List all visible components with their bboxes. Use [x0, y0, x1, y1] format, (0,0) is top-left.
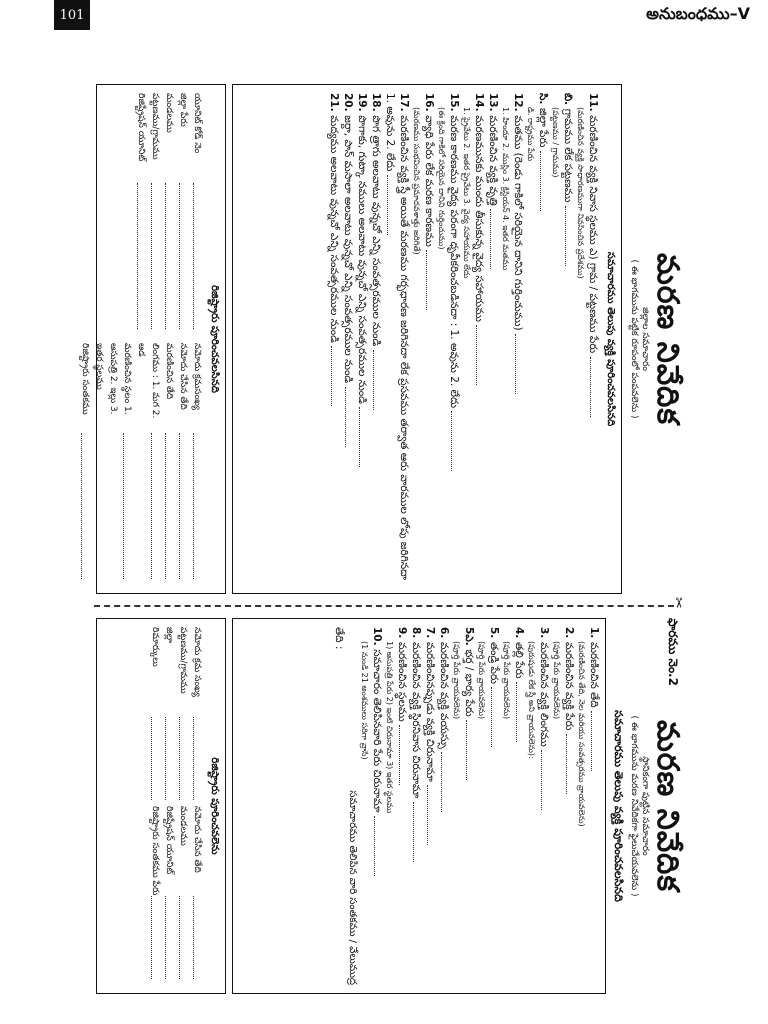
registrar-field-line[interactable] [193, 896, 204, 979]
registrar-field-label: రిజిష్ట్రారు సంతకము పేరు [150, 806, 160, 896]
item-label: జిల్లా పేరు [537, 108, 549, 151]
registrar-field-label: జిల్లా [164, 627, 174, 644]
form-item [472, 93, 486, 585]
item-fill-line[interactable] [387, 175, 397, 235]
registrar-field-label: యూనిట్ కోడ్ నెం [192, 93, 202, 154]
registrar-field-label: నమోదు క్రమసంఖ్య [192, 343, 202, 410]
item-note: (ఈ క్రింది గాకిలో సరియైన దానిని గుర్తించుము) [437, 107, 446, 250]
item-fill-line[interactable] [441, 752, 451, 812]
registrar-row [176, 627, 190, 985]
form-item [369, 93, 383, 585]
right-informant-box [232, 84, 622, 594]
right-title-block [628, 84, 684, 594]
item-label: వ్యాధి పేరు లేక మరణ కారణము [423, 115, 435, 251]
item-label: తల్లి పేరు [513, 641, 525, 682]
registrar-field-line[interactable] [151, 433, 162, 579]
registrar-field-line[interactable] [179, 717, 190, 800]
item-fill-line[interactable] [541, 750, 551, 810]
item-number: 13. [487, 93, 499, 116]
page-number: 101 [54, 0, 90, 30]
item-number: సి. [537, 93, 549, 109]
item-number: 8. [410, 627, 422, 642]
item-label: మద్యము అలవాటు వున్నచో ఎన్ని సంవత్సరముల నుండి [328, 115, 340, 347]
registrar-field-line[interactable] [165, 183, 176, 329]
registrar-field-label: నమోదు చేసిన తేది [178, 343, 188, 410]
registrar-field-line[interactable] [193, 183, 204, 329]
registrar-field-line[interactable] [151, 183, 162, 329]
right-footer-right [78, 343, 204, 585]
registrar-field-label: జిల్లా పేరు [178, 93, 188, 127]
registrar-field-line[interactable] [151, 896, 162, 979]
registrar-row [162, 93, 176, 335]
item-label: మరణించిన వ్యక్తి పేరు [563, 641, 575, 734]
registrar-field-label: మరణించిన స్థలం 1. ఆసుపత్రి 2. ఇల్లు 3. ఇతర స్థలము [94, 343, 132, 415]
form-item [355, 93, 369, 585]
item-note: (పూర్తి పేరు వ్రాయవలెను) [477, 641, 486, 720]
registrar-field-label: రిజిష్ట్రారు సంతకము [80, 343, 90, 415]
registrar-row [148, 93, 162, 335]
right-section-header: సమాచారము తెలుపు వ్యక్తి పూరించవలసినది [605, 251, 616, 427]
registrar-field-label: మరణించిన తేది [164, 343, 174, 400]
registrar-field-label: పట్టణము/గ్రామము [178, 627, 188, 694]
item-number: 19. [356, 93, 368, 116]
item-label: భర్త / భార్య పేరు [463, 649, 475, 721]
registrar-row [162, 343, 176, 585]
item-number: 20. [342, 93, 354, 116]
registrar-field-line[interactable] [193, 717, 204, 800]
left-registrar-box [96, 618, 226, 994]
item-fill-line[interactable] [399, 725, 409, 785]
right-registrar-header: రిజిష్ట్రారు పూరించవలసినది [209, 285, 220, 393]
registrar-field-line[interactable] [165, 717, 176, 800]
item-fill-line[interactable] [490, 209, 500, 269]
item-number: 15. [448, 93, 460, 116]
item-note: 1) ఆసుపత్రి పేరు 2) ఇంటి చిరునామా 3) ఇతర స్థలము [385, 641, 394, 814]
item-fill-line[interactable] [331, 346, 341, 406]
item-number: 5. [488, 627, 500, 642]
left-form-instruction: ( ఈ భాగమును మరణ నివేదికగా ఫైలుచేయవలెను ) [629, 715, 639, 897]
death-report-statistical-part [80, 84, 685, 594]
item-fill-line[interactable] [491, 687, 501, 747]
left-footer-rows [148, 627, 204, 985]
registrar-row [148, 627, 162, 985]
item-number: 11. [587, 93, 599, 116]
item-fill-line[interactable] [590, 357, 600, 417]
item-fill-line[interactable] [374, 816, 384, 876]
item-fill-line[interactable] [565, 206, 575, 266]
form-item [409, 627, 423, 985]
item-label: మరణమునకు ముందు తీసుకున్న వైద్య సహాయము [473, 115, 485, 326]
scissors-icon: ✂ [670, 597, 686, 609]
item-label: గ్రామము లేక పట్టణము [562, 108, 574, 206]
left-form-subtitle: స్థానికంగా పుట్టిన సమాచారం [640, 756, 650, 856]
registrar-field-line[interactable] [179, 896, 190, 979]
item-label: సమాచారం తెలిపినవారి పేరు చిరునామా [371, 649, 383, 816]
item-fill-line[interactable] [466, 720, 476, 780]
item-number: బి. [562, 93, 574, 109]
item-fill-line[interactable] [373, 350, 383, 410]
registrar-field-label: రిమార్కులు [150, 627, 160, 667]
registrar-row [190, 343, 204, 585]
item-label: పొగాకు, గుట్కా నములు అలవాటు వున్నచో ఎన్ని సంవత్సరముల నుండి [356, 115, 368, 408]
registrar-field-line[interactable] [165, 896, 176, 979]
item-note: (పట్టణము / గ్రామము) [551, 107, 560, 178]
item-number: 10. [371, 627, 383, 650]
item-number: 12. [512, 93, 524, 116]
item-label: పొగ త్రాగు అలవాటు వున్నచో ఎన్ని సంవత్సరముల నుండి [370, 115, 382, 350]
item-note: 1. ప్రైవేటు 2. ఇతర ప్రైవేటు 3. వైద్య సహాయము లేదు [462, 107, 471, 279]
item-fill-line[interactable] [345, 387, 355, 447]
form-item [422, 93, 436, 585]
left-registrar-header: రిజిష్ట్రారు పూరించవలెను [209, 757, 220, 855]
item-number: 7. [424, 627, 436, 642]
item-label: మరణించిన వ్యక్తి వయస్సు [438, 641, 450, 753]
item-label: మరణ కారణము వైద్య పరంగా ధృవీకరించబడినదా : 1. అవును 2. లేదు [448, 115, 460, 412]
form-item [383, 93, 411, 585]
registrar-row [92, 343, 134, 585]
registrar-field-line[interactable] [179, 433, 190, 579]
right-footer-left [78, 93, 204, 335]
item-number: 6. [438, 627, 450, 642]
item-number: 21. [328, 93, 340, 116]
item-fill-line[interactable] [413, 802, 423, 862]
item-number: 4. [513, 627, 525, 642]
item-note: డి. రాష్ట్రము పేరు [526, 107, 535, 162]
item-note: (పూర్తి పేరు వ్రాయవలెను) [552, 641, 561, 720]
item-number: 1. [588, 627, 600, 642]
registrar-field-line[interactable] [81, 433, 92, 579]
item-number: 9. [396, 627, 408, 642]
running-head: అనుబంధము–V [646, 4, 750, 23]
form-item [536, 93, 550, 585]
registrar-row [162, 627, 176, 985]
item-fill-line[interactable] [591, 711, 601, 771]
form-item [341, 93, 355, 585]
item-note: (మరణించిన తేది, నెల మరియు సంవత్సరము వ్రాయవలెను) [577, 641, 586, 827]
item-fill-line[interactable] [515, 334, 525, 394]
item-number: 14. [473, 93, 485, 116]
item-label: తండ్రి పేరు [488, 641, 500, 688]
form-item [437, 627, 451, 985]
death-report-legal-part [84, 618, 684, 994]
item-label: మరణించిన స్థలము [396, 641, 408, 725]
registrar-field-label: రిజిష్ట్రేషన్ యూనిట్ [136, 93, 146, 162]
registrar-field-label: లింగము : 1. మగ 2. ఆడ [136, 343, 160, 419]
item-fill-line[interactable] [359, 407, 369, 467]
form-item [487, 627, 501, 985]
item-note: (మరణము సంభవించిన ప్రమాదవశాత్తు జరిగితే) [412, 107, 421, 255]
form-item [511, 93, 525, 585]
item-note: (మరణించిన వ్యక్తి సాధారణముగా నివసించిన ప్రదేశము) [576, 107, 585, 279]
item-label: మరణించిన వ్యక్తి స్త్రీ అయితే మరణము గర్భధారణ జరిగినదా లేక ప్రసవము తర్వాత ఆరు వారముల లోపు జరిగినదా 1. అవును 2. లేదు [384, 93, 410, 581]
registrar-field-line[interactable] [193, 433, 204, 579]
registrar-field-label: నమోదు క్రమ సంఖ్య [192, 627, 202, 697]
item-label: జర్దా, పాన్ మసాలా అలవాటు వున్నచో ఎన్ని సంవత్సరముల నుండి [342, 115, 354, 387]
item-label: మరణించిన వ్యక్తి నివాస స్థలము ఎ) గ్రామ / పట్టణము పేరు [587, 115, 599, 357]
right-form-subtitle: జిల్లాల సమాచారం [640, 307, 650, 371]
form-item [447, 93, 461, 585]
registrar-row [190, 93, 204, 335]
item-note: (1 నుండి 21 అంశములు సరిగా వ్రాసి) [360, 641, 369, 760]
left-form-title: మరణ నివేదిక [650, 720, 685, 892]
registrar-field-line[interactable] [165, 433, 176, 579]
registrar-field-label: మండలము [178, 806, 188, 846]
registrar-row [78, 343, 92, 585]
form-item [423, 627, 437, 985]
form-item [486, 93, 500, 585]
item-label: మరణించిన వ్యక్తి వృత్తి [487, 115, 499, 210]
item-fill-line[interactable] [426, 250, 436, 310]
left-items-list [359, 627, 601, 985]
form-item [327, 93, 341, 585]
form-number: ఫారము నెం.2 [666, 618, 680, 686]
item-number: 5ఎ. [463, 627, 475, 650]
form-item [586, 93, 600, 585]
form-item [370, 627, 384, 985]
item-label: మరణించిన వ్యక్తి స్థిరనివాస చిరునామా [410, 641, 422, 802]
item-fill-line[interactable] [427, 785, 437, 845]
registrar-field-line[interactable] [123, 433, 134, 579]
right-registrar-box [80, 84, 226, 594]
item-fill-line[interactable] [516, 682, 526, 742]
item-note: (పూర్తి పేరు వ్రాయవలెను) [452, 641, 461, 720]
registrar-field-label: రిజిష్ట్రేషన్ యూనిట్ [164, 806, 174, 875]
form-item [395, 627, 409, 985]
item-label: మతము (రెండు గాకిలో సరియైన దానిని గుర్తించుము) [512, 115, 524, 334]
registrar-field-label: నమోదు చేసిన తేది [192, 806, 202, 873]
registrar-row [190, 627, 204, 985]
registrar-row [176, 343, 190, 585]
item-note: (పురుషుడు లేక స్త్రీ అని వ్రాయవలెను): [527, 641, 536, 759]
form-item [587, 627, 601, 985]
item-number: 18. [370, 93, 382, 116]
item-note: 1. హిందూ 2. ముస్లిం 3. క్రిస్టియన్ 4. ఇతర మతము [501, 107, 510, 271]
item-label: మరణించిన తేది [588, 641, 600, 711]
left-section-header: సమాచారము తెలుపు వ్యక్తి పూరించవలసినది [612, 710, 625, 902]
informant-signature-label: సమాచారము తెలిపిన వారి సంతకము / వేలుముద్ర [347, 790, 358, 985]
date-field[interactable]: తేది : [333, 627, 345, 650]
item-fill-line[interactable] [566, 734, 576, 794]
registrar-field-line[interactable] [151, 717, 162, 800]
right-form-title: మరణ నివేదిక [650, 253, 685, 425]
item-number: 2. [563, 627, 575, 642]
form-item [561, 93, 575, 585]
item-label: మరణించినప్పుడు వ్యక్తి చిరునామా [424, 641, 436, 786]
form-item [537, 627, 551, 985]
item-number: 17. [398, 93, 410, 116]
item-note: (పూర్తి పేరు వ్రాయవలెను) [502, 641, 511, 720]
item-label: మరణించిన వ్యక్తి లింగము [538, 641, 550, 751]
registrar-row [176, 93, 190, 335]
rotated-form-sheet [80, 84, 686, 994]
registrar-field-label: పట్టణము/గ్రామము [150, 93, 160, 160]
cut-line [94, 605, 674, 607]
form-item [462, 627, 476, 985]
item-fill-line[interactable] [476, 325, 486, 385]
registrar-row [134, 343, 162, 585]
registrar-row [134, 93, 148, 335]
left-informant-box [232, 618, 606, 994]
registrar-field-line[interactable] [179, 183, 190, 329]
form-item [512, 627, 526, 985]
right-form-instruction: ( ఈ భాగమును పట్టిక రూపంలో పంపవలెను ) [629, 259, 639, 419]
item-number: 3. [538, 627, 550, 642]
right-items-list [327, 93, 600, 585]
item-number: 16. [423, 93, 435, 116]
item-fill-line[interactable] [540, 151, 550, 211]
form-item [562, 627, 576, 985]
item-fill-line[interactable] [451, 411, 461, 471]
registrar-field-label: మండలము [164, 93, 174, 133]
registrar-field-line[interactable] [137, 183, 148, 329]
